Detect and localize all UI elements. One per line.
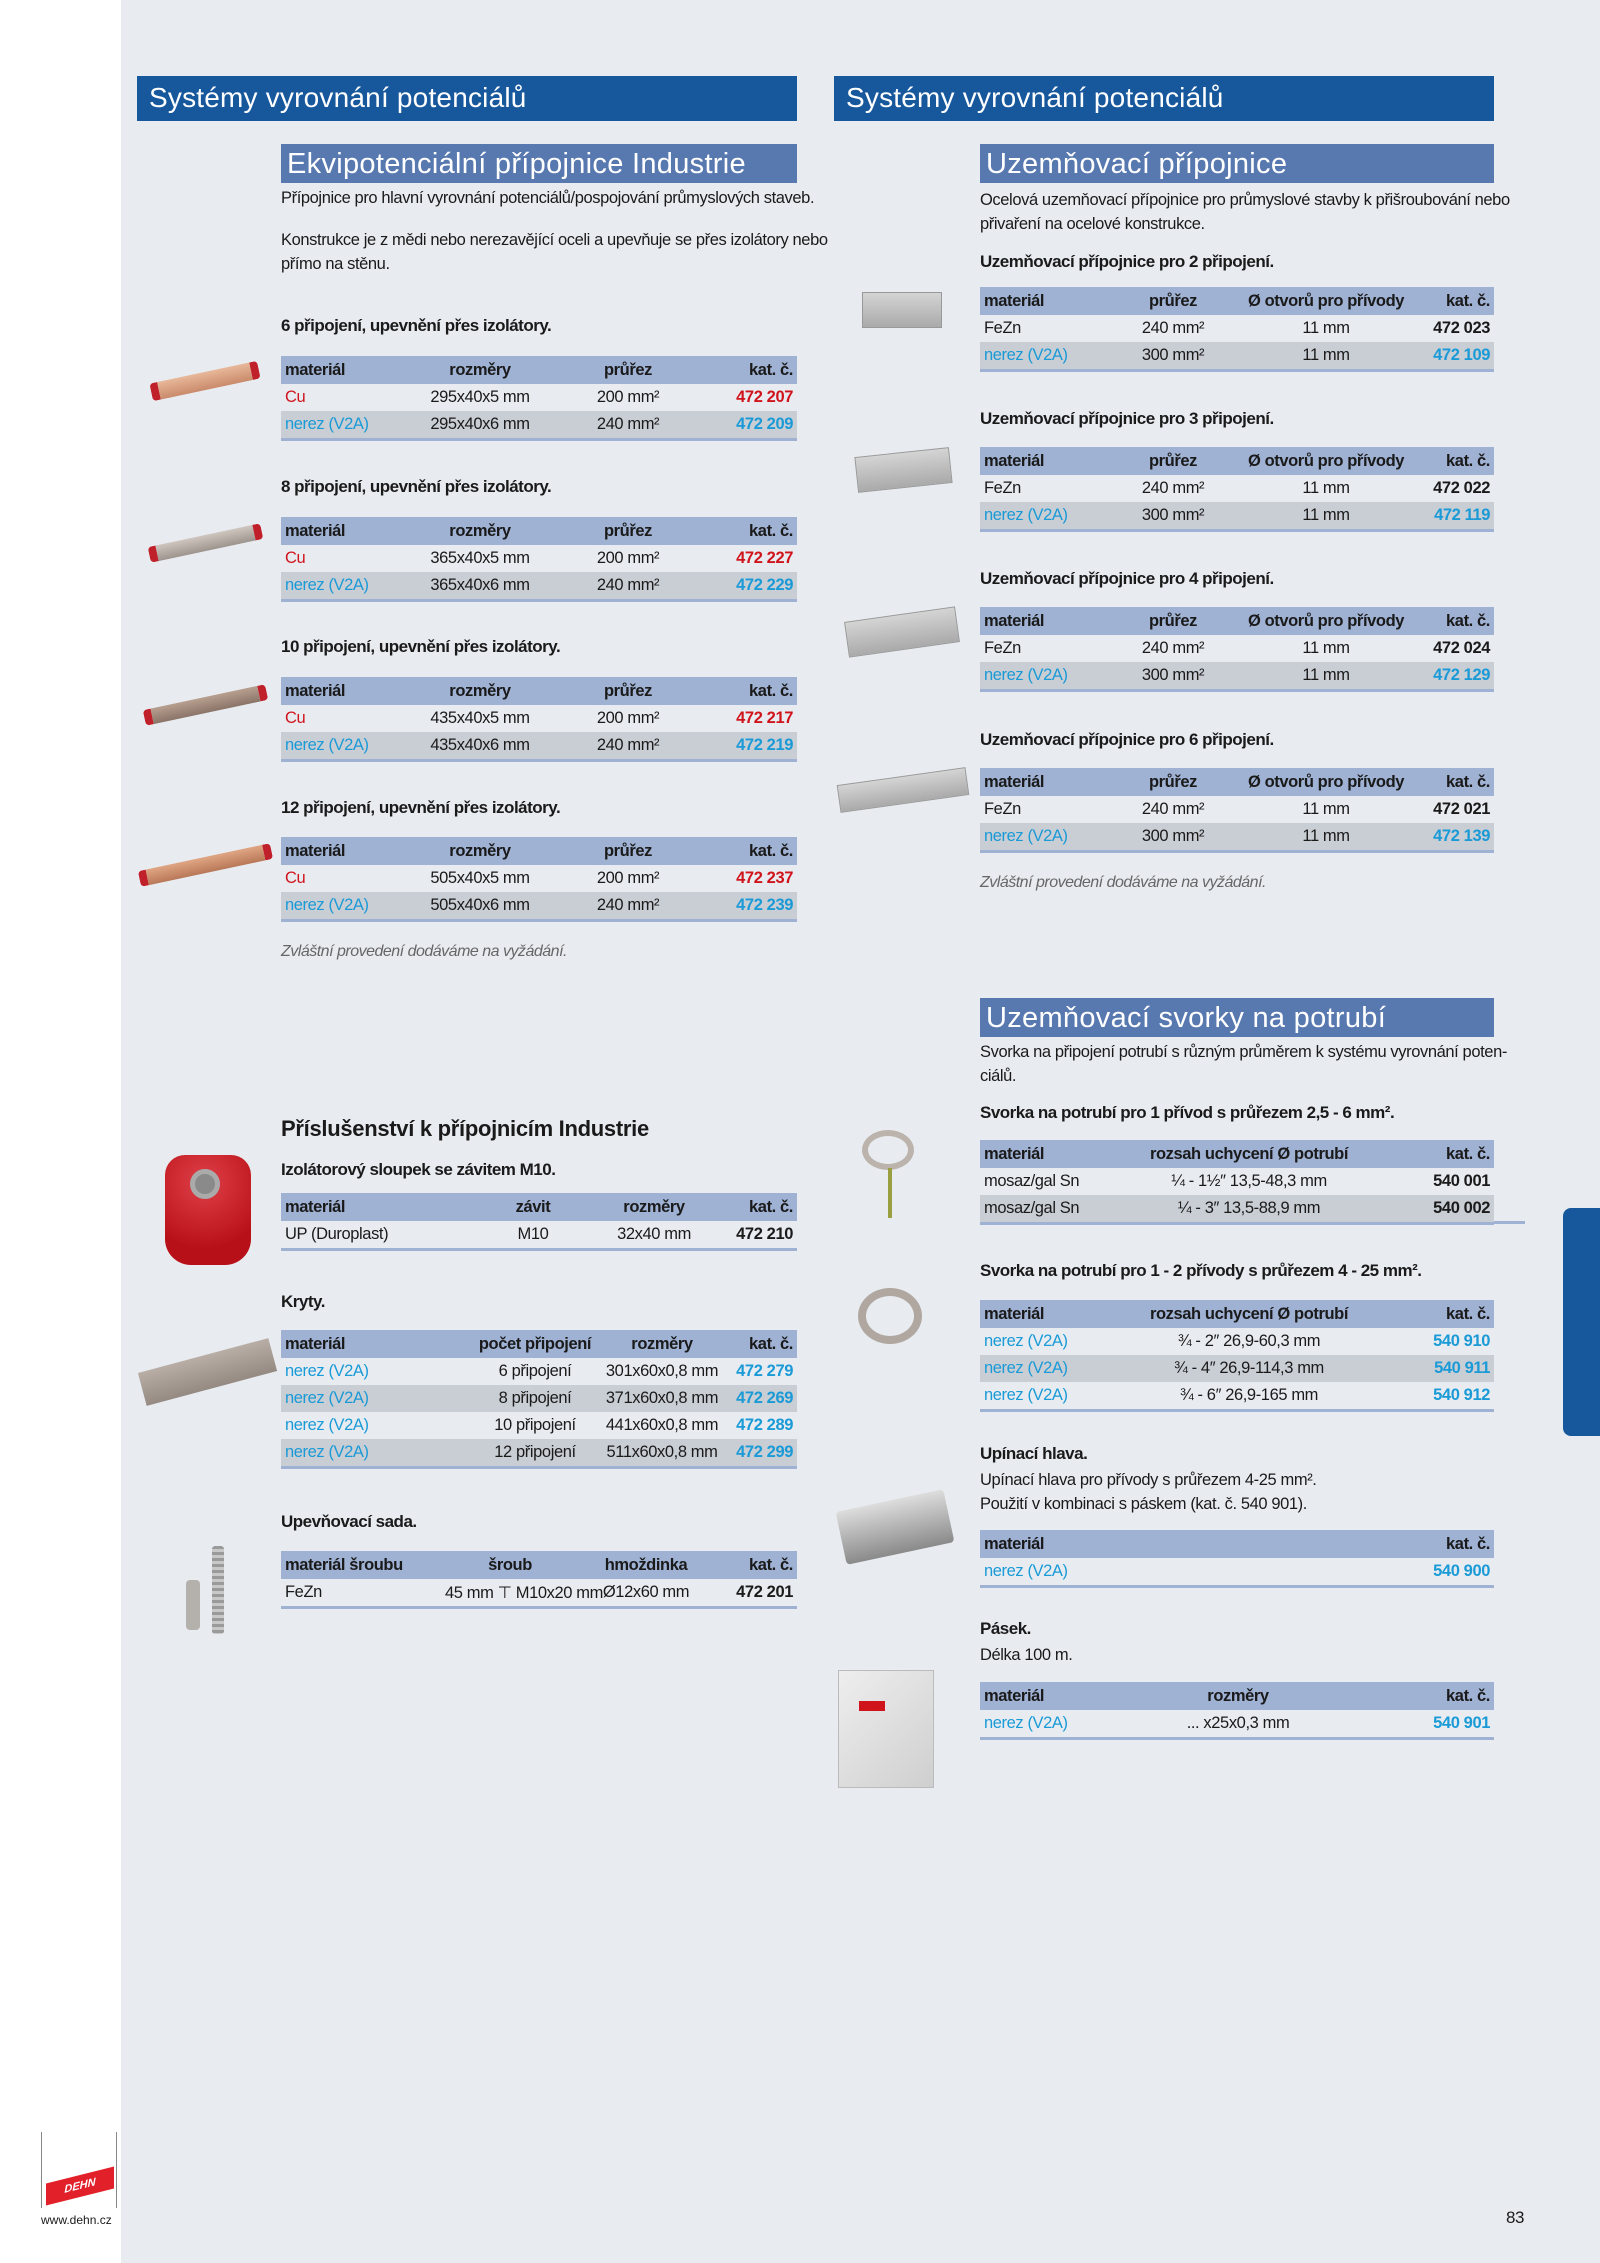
catalog-number: 540 900: [1433, 1562, 1490, 1580]
table-row: [281, 1358, 797, 1385]
right-section-title: Systémy vyrovnání potenciálů: [834, 76, 1494, 121]
table-header-row: [980, 768, 1494, 796]
column-header: kat. č.: [1446, 451, 1490, 470]
table-header-row: [281, 677, 797, 705]
table-cell: FeZn: [285, 1583, 322, 1601]
column-header: rozměry: [449, 681, 511, 700]
insulator-image: [165, 1155, 251, 1265]
table-cell: 505x40x5 mm: [430, 869, 530, 887]
column-header: materiál: [984, 1144, 1045, 1163]
table-cell: 45 mm ⊤ M10x20 mm: [445, 1583, 603, 1602]
column-header: kat. č.: [749, 681, 793, 700]
column-header: závit: [515, 1197, 551, 1216]
table-cell: 240 mm²: [596, 576, 660, 594]
table-cell: 240 mm²: [1141, 479, 1205, 497]
catalog-number: 472 289: [736, 1416, 793, 1434]
catalog-number: 472 022: [1433, 479, 1490, 497]
description: Svorka na připojení potrubí s různým průměrem k systému vyrovnání poten-: [980, 1043, 1507, 1061]
table-heading: 10 připojení, upevnění přes izolátory.: [281, 637, 561, 656]
note: Zvláštní provedení dodáváme na vyžádání.: [980, 874, 1266, 891]
table-heading: 8 připojení, upevnění přes izolátory.: [281, 477, 552, 496]
table-row: [281, 732, 797, 759]
fixing-set-image: [186, 1580, 200, 1630]
table-cell: 511x60x0,8 mm: [606, 1443, 718, 1461]
description: ciálů.: [980, 1067, 1017, 1085]
table-cell: 11 mm: [1302, 479, 1350, 497]
table-row: [980, 635, 1494, 662]
column-header: průřez: [603, 841, 653, 860]
column-header: materiál: [285, 681, 346, 700]
note: Zvláštní provedení dodáváme na vyžádání.: [281, 943, 567, 960]
column-header: průřez: [1148, 291, 1198, 310]
table-cell: nerez (V2A): [984, 666, 1068, 684]
table-row: [980, 315, 1494, 342]
table-cell: nerez (V2A): [285, 415, 369, 433]
table-cell: 11 mm: [1302, 827, 1350, 845]
product-table: [980, 768, 1494, 853]
catalog-number: 472 109: [1433, 346, 1490, 364]
grounding-busbar-4-image: [844, 606, 960, 657]
table-cell: nerez (V2A): [984, 1714, 1068, 1732]
logo-frame-left: [41, 2132, 42, 2208]
table-cell: FeZn: [984, 639, 1021, 657]
table-row: [980, 502, 1494, 529]
description: Ocelová uzemňovací přípojnice pro průmyslové stavby k přišroubování nebo: [980, 191, 1510, 209]
table-cell: 11 mm: [1302, 666, 1350, 684]
table-cell: 11 mm: [1302, 639, 1350, 657]
website-link[interactable]: www.dehn.cz: [41, 2213, 112, 2227]
strap-box-image: [838, 1670, 934, 1788]
table-cell: 200 mm²: [596, 388, 660, 406]
product-table: [281, 1330, 797, 1469]
table-cell: 200 mm²: [596, 869, 660, 887]
equipotential-bar-title: Ekvipotenciální přípojnice Industrie: [281, 144, 797, 183]
description: přivaření na ocelové konstrukce.: [980, 215, 1205, 233]
column-header: kat. č.: [1446, 611, 1490, 630]
table-header-row: [980, 1530, 1494, 1558]
catalog-number: 472 024: [1433, 639, 1490, 657]
table-cell: ... x25x0,3 mm: [1186, 1714, 1290, 1732]
table-cell: Cu: [285, 388, 306, 406]
grounding-busbar-2-image: [862, 292, 942, 328]
table-cell: UP (Duroplast): [285, 1225, 389, 1243]
product-table: [281, 677, 797, 762]
product-table: [281, 517, 797, 602]
table-cell: ¼ - 1½″ 13,5-48,3 mm: [1171, 1172, 1327, 1190]
table-cell: nerez (V2A): [285, 896, 369, 914]
table-cell: 300 mm²: [1141, 346, 1205, 364]
description: Použití v kombinaci s páskem (kat. č. 540 901).: [980, 1495, 1307, 1513]
column-header: materiál: [285, 1197, 346, 1216]
table-cell: 240 mm²: [596, 896, 660, 914]
table-header-row: [281, 517, 797, 545]
grounding-busbar-3-image: [854, 447, 952, 493]
product-table: [281, 837, 797, 922]
column-header: kat. č.: [749, 1334, 793, 1353]
table-cell: Ø12x60 mm: [602, 1583, 690, 1601]
table-cell: 300 mm²: [1141, 827, 1205, 845]
column-header: kat. č.: [1446, 772, 1490, 791]
table-cell: ¾ - 4″ 26,9-114,3 mm: [1174, 1359, 1324, 1377]
column-header: kat. č.: [749, 1197, 793, 1216]
left-section-title: Systémy vyrovnání potenciálů: [137, 76, 797, 121]
busbar-10-image: [143, 684, 269, 726]
column-header: průřez: [603, 360, 653, 379]
catalog-number: 472 227: [736, 549, 793, 567]
table-row: [281, 1579, 797, 1606]
description: Konstrukce je z mědi nebo nerezavějící oceli a upevňuje se přes izolátory nebo: [281, 231, 828, 249]
catalog-number: 472 239: [736, 896, 793, 914]
table-cell: 12 připojení: [494, 1443, 576, 1461]
table-heading: Uzemňovací přípojnice pro 6 připojení.: [980, 730, 1274, 749]
table-header-row: [980, 607, 1494, 635]
pipe-clamp-1-image: [862, 1130, 914, 1170]
column-header: Ø otvorů pro přívody: [1247, 772, 1405, 791]
table-cell: nerez (V2A): [984, 506, 1068, 524]
table-header-row: [980, 1682, 1494, 1710]
table-cell: 11 mm: [1302, 800, 1350, 818]
table-row: [281, 892, 797, 919]
column-header: rozměry: [1207, 1686, 1269, 1705]
column-header: Ø otvorů pro přívody: [1247, 451, 1405, 470]
table-cell: nerez (V2A): [285, 576, 369, 594]
table-heading: Pásek.: [980, 1619, 1031, 1638]
product-table: [980, 1300, 1494, 1412]
dehn-logo-text: DEHN: [64, 2176, 96, 2196]
column-header: rozměry: [449, 360, 511, 379]
product-table: [281, 1551, 797, 1609]
column-header: materiál: [285, 841, 346, 860]
table-cell: nerez (V2A): [984, 346, 1068, 364]
table-cell: 32x40 mm: [617, 1225, 691, 1243]
table-header-row: [281, 1193, 797, 1221]
catalog-number: 540 911: [1434, 1359, 1490, 1377]
table-cell: 240 mm²: [1141, 639, 1205, 657]
table-row: [980, 1382, 1494, 1409]
table-row: [980, 796, 1494, 823]
catalog-number: 540 901: [1433, 1714, 1490, 1732]
table-heading: 12 připojení, upevnění přes izolátory.: [281, 798, 561, 817]
table-row: [281, 545, 797, 572]
table-cell: 11 mm: [1302, 346, 1350, 364]
description: přímo na stěnu.: [281, 255, 390, 273]
table-cell: 11 mm: [1302, 319, 1350, 337]
table-cell: 441x60x0,8 mm: [605, 1416, 719, 1434]
table-cell: 240 mm²: [596, 415, 660, 433]
pipe-clamp-2-image: [858, 1288, 922, 1344]
table-heading: Uzemňovací přípojnice pro 4 připojení.: [980, 569, 1274, 588]
column-header: šroub: [488, 1555, 532, 1574]
page-number: 83: [1506, 2208, 1524, 2227]
table-cell: nerez (V2A): [285, 1416, 369, 1434]
busbar-12-image: [138, 843, 273, 887]
table-heading: Svorka na potrubí pro 1 - 2 přívody s průřezem 4 - 25 mm².: [980, 1261, 1422, 1280]
catalog-number: 472 237: [736, 869, 793, 887]
column-header: kat. č.: [1446, 1686, 1490, 1705]
column-header: rozměry: [449, 841, 511, 860]
column-header: materiál: [984, 291, 1045, 310]
product-table: [980, 287, 1494, 372]
column-header: materiál: [285, 521, 346, 540]
table-cell: nerez (V2A): [984, 827, 1068, 845]
column-header: kat. č.: [749, 521, 793, 540]
table-cell: 365x40x5 mm: [430, 549, 530, 567]
column-header: rozměry: [631, 1334, 693, 1353]
description: Přípojnice pro hlavní vyrovnání potenciálů/pospojování průmyslových staveb.: [281, 189, 815, 207]
table-row: [980, 823, 1494, 850]
column-header: kat. č.: [1446, 1304, 1490, 1323]
catalog-number: 472 269: [736, 1389, 793, 1407]
table-row: [980, 1195, 1494, 1222]
table-cell: 8 připojení: [498, 1389, 572, 1407]
column-header: materiál: [984, 451, 1045, 470]
table-header-row: [980, 447, 1494, 475]
table-heading: Svorka na potrubí pro 1 přívod s průřezem 2,5 - 6 mm².: [980, 1103, 1395, 1122]
table-row: [980, 1558, 1494, 1585]
table-cell: 240 mm²: [1141, 800, 1205, 818]
column-header: průřez: [1148, 611, 1198, 630]
cover-image: [138, 1338, 277, 1406]
column-header: průřez: [1148, 451, 1198, 470]
catalog-number: 540 002: [1433, 1199, 1490, 1217]
table-cell: nerez (V2A): [984, 1562, 1068, 1580]
table-cell: FeZn: [984, 319, 1021, 337]
table-row: [281, 384, 797, 411]
table-cell: Cu: [285, 549, 306, 567]
table-row: [281, 1221, 797, 1248]
table-cell: 435x40x6 mm: [430, 736, 530, 754]
catalog-number: 472 209: [736, 415, 793, 433]
table-heading: 6 připojení, upevnění přes izolátory.: [281, 316, 552, 335]
catalog-number: 472 279: [736, 1362, 793, 1380]
column-header: kat. č.: [749, 841, 793, 860]
catalog-number: 472 201: [736, 1583, 793, 1601]
table-row: [980, 1710, 1494, 1737]
catalog-number: 472 217: [736, 709, 793, 727]
table-cell: 371x60x0,8 mm: [605, 1389, 719, 1407]
table-row: [281, 705, 797, 732]
table-cell: 6 připojení: [498, 1362, 572, 1380]
product-table: [980, 447, 1494, 532]
table-cell: 301x60x0,8 mm: [605, 1362, 719, 1380]
table-cell: 300 mm²: [1141, 506, 1205, 524]
catalog-number: 472 139: [1433, 827, 1490, 845]
table-cell: nerez (V2A): [285, 736, 369, 754]
column-header: materiál: [984, 611, 1045, 630]
catalog-number: 472 129: [1433, 666, 1490, 684]
product-table: [980, 1530, 1494, 1588]
column-header: průřez: [1148, 772, 1198, 791]
product-table: [980, 1140, 1494, 1225]
table-row: [980, 1168, 1494, 1195]
catalog-number: 540 001: [1433, 1172, 1490, 1190]
column-header: materiál: [984, 772, 1045, 791]
table-cell: mosaz/gal Sn: [984, 1199, 1080, 1217]
catalog-number: 472 119: [1434, 506, 1490, 524]
column-header: průřez: [603, 521, 653, 540]
table-row: [980, 1355, 1494, 1382]
column-header: rozměry: [449, 521, 511, 540]
table-cell: nerez (V2A): [984, 1332, 1068, 1350]
busbar-6-image: [149, 361, 260, 401]
table-cell: nerez (V2A): [285, 1389, 369, 1407]
table-heading: Kryty.: [281, 1292, 325, 1311]
table-cell: 295x40x6 mm: [430, 415, 530, 433]
catalog-number: 540 912: [1433, 1386, 1490, 1404]
table-cell: 200 mm²: [596, 549, 660, 567]
table-cell: 240 mm²: [1141, 319, 1205, 337]
column-header: průřez: [603, 681, 653, 700]
table-row: [980, 475, 1494, 502]
catalog-number: 472 023: [1433, 319, 1490, 337]
table-cell: nerez (V2A): [285, 1443, 369, 1461]
column-header: materiál: [984, 1686, 1045, 1705]
grounding-bar-title: Uzemňovací přípojnice: [980, 144, 1494, 183]
column-header: materiál: [984, 1304, 1045, 1323]
column-header: kat. č.: [1446, 1534, 1490, 1553]
catalog-number: 472 299: [736, 1443, 793, 1461]
table-cell: 200 mm²: [596, 709, 660, 727]
column-header: hmoždinka: [604, 1555, 688, 1574]
table-cell: 300 mm²: [1141, 666, 1205, 684]
table-cell: nerez (V2A): [984, 1359, 1068, 1377]
table-header-row: [281, 837, 797, 865]
table-row: [980, 662, 1494, 689]
table-cell: ¼ - 3″ 13,5-88,9 mm: [1177, 1199, 1321, 1217]
table-cell: 365x40x6 mm: [430, 576, 530, 594]
chapter-tab[interactable]: [1563, 1208, 1600, 1436]
column-header: rozsah uchycení Ø potrubí: [1149, 1304, 1349, 1323]
table-cell: ¾ - 6″ 26,9-165 mm: [1179, 1386, 1319, 1404]
table-cell: 10 připojení: [494, 1416, 576, 1434]
column-header: materiál: [984, 1534, 1045, 1553]
column-header: Ø otvorů pro přívody: [1247, 291, 1405, 310]
logo-frame-right: [116, 2132, 117, 2208]
catalog-number: 472 210: [736, 1225, 793, 1243]
table-header-row: [980, 1300, 1494, 1328]
pipe-clamp-wire: [888, 1168, 892, 1218]
table-cell: 505x40x6 mm: [430, 896, 530, 914]
product-table: [281, 1193, 797, 1251]
table-heading: Upevňovací sada.: [281, 1512, 417, 1531]
column-header: počet připojení: [478, 1334, 592, 1353]
table-row: [281, 1439, 797, 1466]
table-row: [281, 1385, 797, 1412]
fixing-screw-image: [212, 1546, 224, 1634]
catalog-number: 472 021: [1433, 800, 1490, 818]
catalog-number: 472 219: [736, 736, 793, 754]
table-heading: Uzemňovací přípojnice pro 2 připojení.: [980, 252, 1274, 271]
column-header: Ø otvorů pro přívody: [1247, 611, 1405, 630]
description: Upínací hlava pro přívody s průřezem 4-25 mm².: [980, 1471, 1317, 1489]
table-cell: Cu: [285, 709, 306, 727]
product-table: [980, 1682, 1494, 1740]
table-row: [281, 865, 797, 892]
table-heading: Uzemňovací přípojnice pro 3 připojení.: [980, 409, 1274, 428]
grounding-busbar-6-image: [837, 767, 970, 813]
table-cell: nerez (V2A): [285, 1362, 369, 1380]
table-cell: 240 mm²: [596, 736, 660, 754]
table-cell: nerez (V2A): [984, 1386, 1068, 1404]
pipe-clamps-title: Uzemňovací svorky na potrubí: [980, 998, 1494, 1037]
column-header: materiál: [285, 1334, 346, 1353]
table-heading: Izolátorový sloupek se závitem M10.: [281, 1160, 556, 1179]
page-margin: [0, 0, 121, 2263]
table-header-row: [281, 1330, 797, 1358]
busbar-8-image: [148, 523, 264, 563]
column-header: rozsah uchycení Ø potrubí: [1149, 1144, 1349, 1163]
table-cell: Cu: [285, 869, 306, 887]
divider: [1494, 1221, 1525, 1224]
product-table: [281, 356, 797, 441]
description: Délka 100 m.: [980, 1646, 1073, 1664]
table-row: [980, 342, 1494, 369]
table-row: [980, 1328, 1494, 1355]
table-header-row: [281, 356, 797, 384]
product-table: [980, 607, 1494, 692]
column-header: kat. č.: [1446, 1144, 1490, 1163]
table-row: [281, 1412, 797, 1439]
catalog-number: 472 207: [736, 388, 793, 406]
table-cell: 295x40x5 mm: [430, 388, 530, 406]
clamp-head-image: [836, 1489, 955, 1565]
column-header: kat. č.: [749, 1555, 793, 1574]
column-header: rozměry: [623, 1197, 685, 1216]
table-cell: M10: [517, 1225, 549, 1243]
table-header-row: [980, 287, 1494, 315]
table-heading: Upínací hlava.: [980, 1444, 1088, 1463]
catalog-number: 472 229: [736, 576, 793, 594]
column-header: kat. č.: [749, 360, 793, 379]
table-header-row: [980, 1140, 1494, 1168]
table-cell: 11 mm: [1302, 506, 1350, 524]
table-row: [281, 572, 797, 599]
table-cell: FeZn: [984, 479, 1021, 497]
table-cell: ¾ - 2″ 26,9-60,3 mm: [1177, 1332, 1321, 1350]
accessories-title: Příslušenství k přípojnicím Industrie: [281, 1116, 649, 1141]
table-cell: mosaz/gal Sn: [984, 1172, 1080, 1190]
table-row: [281, 411, 797, 438]
table-cell: FeZn: [984, 800, 1021, 818]
column-header: materiál šroubu: [285, 1555, 403, 1574]
column-header: kat. č.: [1446, 291, 1490, 310]
table-cell: 435x40x5 mm: [430, 709, 530, 727]
column-header: materiál: [285, 360, 346, 379]
table-header-row: [281, 1551, 797, 1579]
catalog-number: 540 910: [1433, 1332, 1490, 1350]
